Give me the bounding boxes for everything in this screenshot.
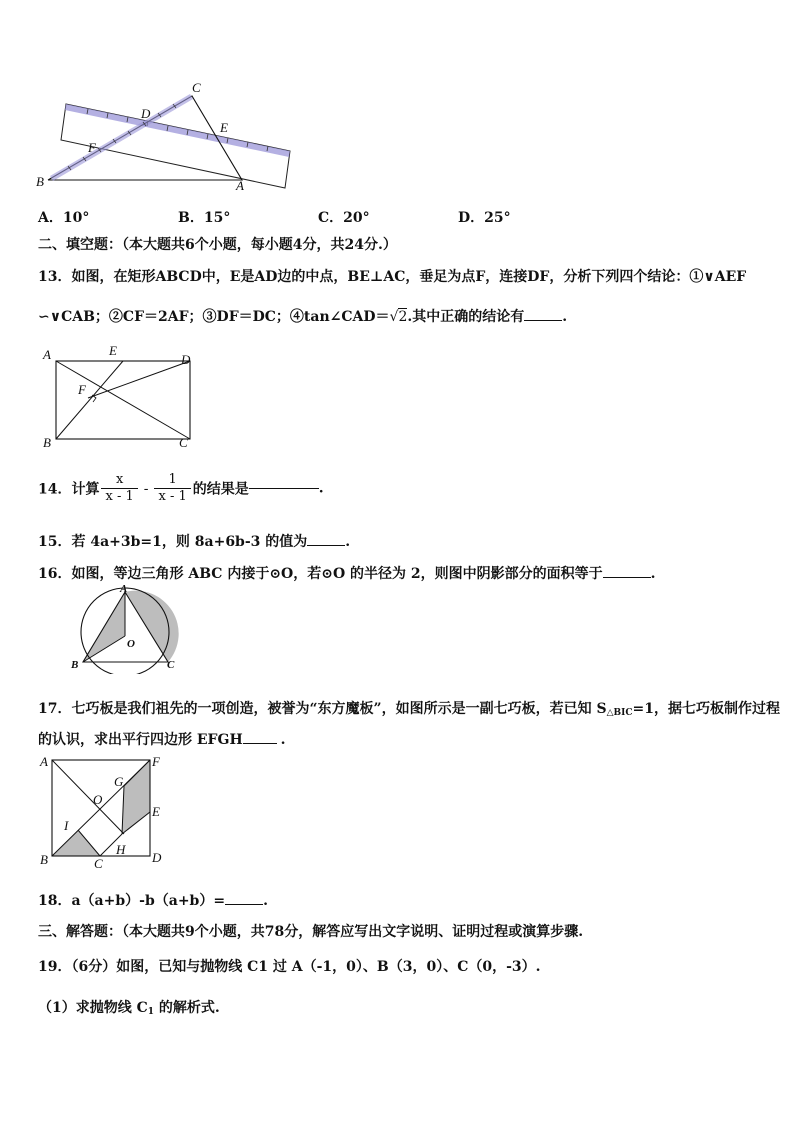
- q16-shade-segment: [125, 591, 179, 662]
- q12-choices: [38, 207, 598, 227]
- q16-label-A: A: [120, 584, 128, 595]
- q14-fraction-2: [154, 472, 190, 505]
- q18-line: [38, 890, 268, 910]
- section2-title: 二、填空题：（本大题共6个小题，每小题4分，共24分.）: [38, 237, 397, 253]
- q17-label-D: D: [152, 850, 162, 865]
- choice-d: D．25°: [458, 210, 511, 226]
- q12-label-D: D: [141, 106, 151, 121]
- q16-figure: [66, 584, 186, 674]
- q13-line1: 13．如图，在矩形ABCD中，E是AD边的中点，BE⊥AC，垂足为点F，连接DF，分析下列四个结论：①∨AEF: [38, 269, 747, 285]
- q15-line: [38, 531, 350, 551]
- q13-end: .: [562, 309, 568, 325]
- q17-label-F: F: [152, 754, 160, 769]
- q19-part1: [38, 997, 220, 1017]
- q13-label-E: E: [109, 343, 117, 358]
- q17-label-I: I: [64, 818, 69, 833]
- section3-title: 三、解答题：（本大题共9个小题，共78分，解答应写出文字说明、证明过程或演算步骤.: [38, 924, 584, 940]
- q16-label-B: B: [71, 659, 79, 671]
- q14-frac2-numerator: 1: [154, 472, 190, 489]
- q17-shade-triangle: [52, 830, 100, 856]
- q12-label-E: E: [220, 120, 228, 135]
- q17-subscript: △BIC: [606, 708, 633, 718]
- q13-line2: [38, 306, 567, 326]
- q16-end: .: [650, 566, 656, 582]
- q16-label-C: C: [167, 659, 175, 671]
- q17-text-a: 17．七巧板是我们祖先的一项创造，被誉为“东方魔板”，如图所示是一副七巧板，若已知 S: [38, 701, 607, 717]
- q16-answer-blank[interactable]: [603, 577, 651, 578]
- q13-label-C: C: [179, 435, 188, 450]
- q17-end: .: [280, 732, 286, 748]
- q15-end: .: [345, 534, 351, 550]
- q17-answer-blank[interactable]: [243, 743, 277, 744]
- q13-label-F: F: [78, 382, 86, 397]
- q13-label-D: D: [181, 352, 191, 367]
- q17-text-line2: 的认识，求出平行四边形 EFGH: [38, 732, 243, 748]
- q13-answer-blank[interactable]: [524, 320, 562, 321]
- q12-figure: [28, 78, 298, 196]
- q14-frac1-denominator: x - 1: [105, 489, 134, 504]
- choice-a: A．10°: [38, 210, 90, 226]
- q17-label-G: G: [114, 774, 124, 789]
- q14-line: [38, 472, 324, 505]
- q14-answer-blank[interactable]: [249, 488, 319, 489]
- q18-end: .: [263, 893, 268, 909]
- q15-text: 15．若 4a+3b=1，则 8a+6b-3 的值为: [38, 534, 308, 550]
- q12-label-A: A: [236, 178, 244, 193]
- q19-part1-b: 的解析式.: [154, 1000, 220, 1016]
- q19-part1-subscript: 1: [147, 1007, 155, 1017]
- q18-answer-blank[interactable]: [225, 904, 263, 905]
- q15-answer-blank[interactable]: [307, 545, 345, 546]
- q13-figure: [38, 342, 198, 450]
- q17-text-b: =1，据七巧板制作过程: [632, 701, 780, 717]
- q13-sqrt-value: 2: [398, 309, 408, 325]
- q14-suffix: 的结果是: [192, 481, 249, 498]
- q19-text: 19．（6分）如图，已知与抛物线 C1 过 A（-1，0）、B（3，0）、C（0，-3）.: [38, 959, 541, 975]
- q12-label-C: C: [192, 80, 201, 95]
- q12-label-F: F: [88, 140, 96, 155]
- q19-part1-a: （1）求抛物线 C: [38, 1000, 148, 1016]
- q17-label-C: C: [94, 856, 103, 870]
- q14-frac2-denominator: x - 1: [158, 489, 187, 504]
- q12-label-B: B: [36, 174, 44, 189]
- q13-label-A: A: [43, 347, 51, 362]
- q17-label-B: B: [40, 852, 48, 867]
- q13-text-b: .其中正确的结论有: [407, 309, 525, 325]
- q17-line2: [38, 729, 286, 749]
- q17-label-H: H: [116, 842, 126, 857]
- q17-label-A: A: [40, 754, 48, 769]
- choice-c: C．20°: [318, 210, 370, 226]
- q14-minus: -: [143, 480, 149, 497]
- q17-label-E: E: [152, 804, 160, 819]
- q17-figure: [34, 752, 166, 870]
- q14-end: .: [318, 480, 324, 497]
- q16-line: [38, 563, 656, 583]
- q14-frac1-numerator: x: [101, 472, 137, 489]
- q17-label-O: O: [93, 792, 103, 807]
- q16-text: 16．如图，等边三角形 ABC 内接于⊙O，若⊙O 的半径为 2，则图中阴影部分的面积等于: [38, 566, 603, 582]
- q18-text: 18．a（a+b）-b（a+b）=: [38, 893, 226, 909]
- q14-prefix: 14．计算: [38, 481, 100, 498]
- q14-fraction-1: [101, 472, 137, 505]
- choice-b: B．15°: [178, 210, 231, 226]
- q17-line1: [38, 698, 780, 718]
- q13-text-a: ∽∨CAB；②CF＝2AF；③DF＝DC；④tan∠CAD＝: [38, 309, 390, 325]
- q16-label-O: O: [127, 638, 135, 650]
- q13-label-B: B: [43, 435, 51, 450]
- q13-sqrt: √2: [389, 309, 408, 325]
